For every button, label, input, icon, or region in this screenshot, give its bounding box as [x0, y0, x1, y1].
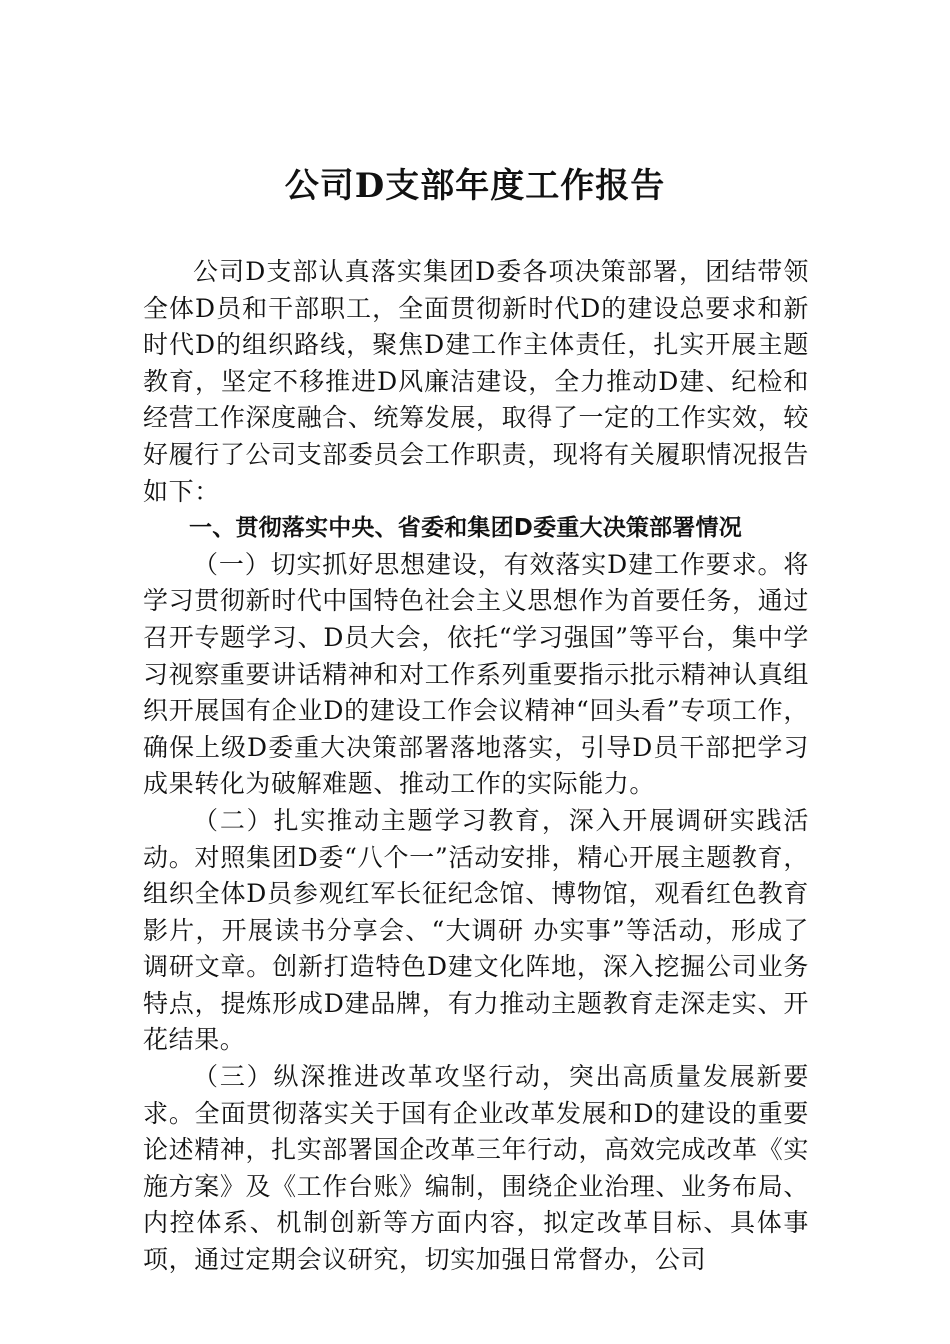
- document-title: 公司D支部年度工作报告: [284, 166, 666, 206]
- intro-paragraph: 公司D支部认真落实集团D委各项决策部署，团结带领全体D员和干部职工，全面贯彻新时代D的建设总要求和新时代D的组织路线，聚焦D建工作主体责任，扎实开展主题教育，坚定不移推进D风廉洁建设，全力推动D建、纪检和经营工作深度融合、统筹发展，取得了一定的工作实效，较好履行了公司支部委员会工作职责，现将有关履职情况报告如下：: [143, 257, 809, 506]
- item-1-text: 将学习贯彻新时代中国特色社会主义思想作为首要任务，通过召开专题学习、D员大会，依托“学习强国”等平台，集中学习视察重要讲话精神和对工作系列重要指示批示精神认真组织开展国有企业D的建设工作会议精神“回头看”专项工作，确保上级D委重大决策部署落地落实，引导D员干部把学习成果转化为破解难题、推动工作的实际能力。: [143, 549, 809, 799]
- section-heading: 一、贯彻落实中央、省委和集团D委重大决策部署情况: [189, 515, 742, 542]
- item-2-text: 对照集团D委“八个一”活动安排，精心开展主题教育，组织全体D员参观红军长征纪念馆、博物馆，观看红色教育影片，开展读书分享会、“大调研 办实事”等活动，形成了调研文章。创新打造特色D建文化阵地，深入挖掘公司业务特点，提炼形成D建品牌，有力推动主题教育走深走实、开花结果。: [143, 842, 810, 1055]
- document-body: [143, 254, 809, 1279]
- item-1-lead: （一）切实抓好思想建设，有效落实D建工作要求。: [193, 549, 784, 579]
- section-item-1: [143, 547, 809, 803]
- item-3-lead: （三）纵深推进改革攻坚行动，突出高质量发展新要求。: [143, 1062, 809, 1128]
- section-item-2: [143, 803, 809, 1059]
- section-item-3: [143, 1059, 809, 1279]
- item-3-text: 全面贯彻落实关于国有企业改革发展和D的建设的重要论述精神，扎实部署国企改革三年行动，高效完成改革《实施方案》及《工作台账》编制，围绕企业治理、业务布局、内控体系、机制创新等方面内容，拟定改革目标、具体事项，通过定期会议研究，切实加强日常督办，公司: [143, 1098, 810, 1275]
- item-2-lead: （二）扎实推动主题学习教育，深入开展调研实践活动。: [143, 805, 809, 872]
